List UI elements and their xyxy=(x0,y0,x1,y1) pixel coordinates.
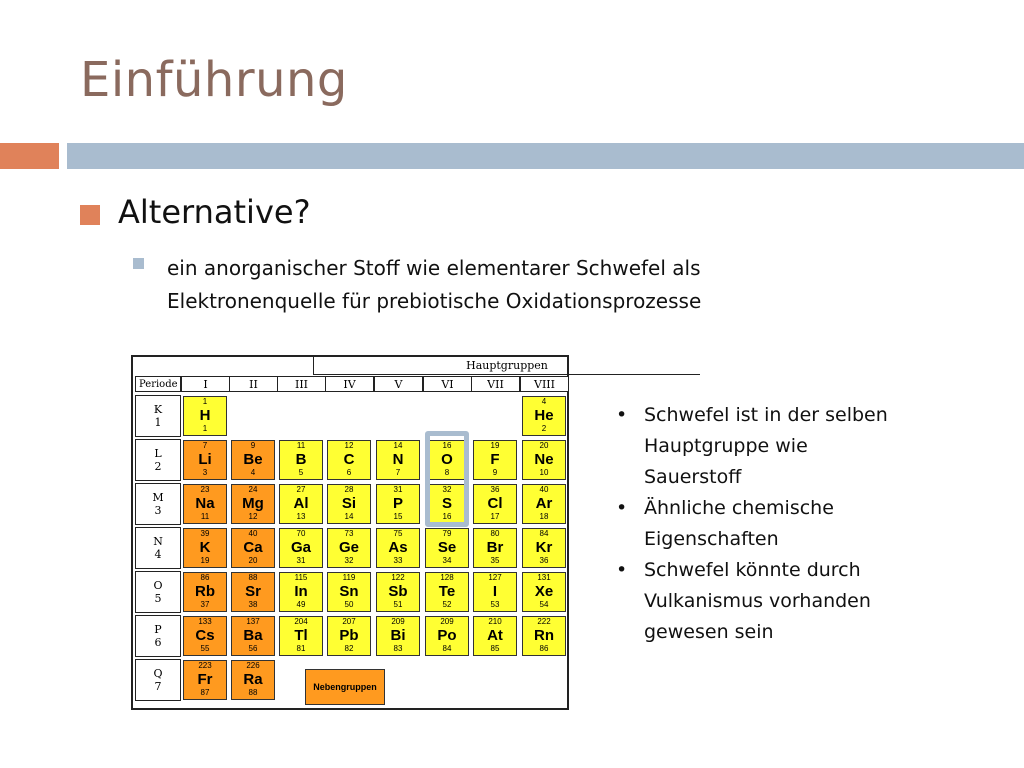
element-xe xyxy=(522,572,566,612)
element-symbol: K xyxy=(199,539,211,556)
atomic-mass: 122 xyxy=(391,573,405,582)
atomic-number: 37 xyxy=(200,600,210,609)
element-k xyxy=(183,528,227,568)
element-f xyxy=(473,440,517,480)
element-ar xyxy=(522,484,566,524)
element-symbol: Pb xyxy=(339,627,359,644)
period-number: 3 xyxy=(154,504,162,517)
element-symbol: Po xyxy=(437,627,457,644)
atomic-number: 15 xyxy=(393,512,403,521)
element-mg xyxy=(231,484,275,524)
element-fr xyxy=(183,660,227,700)
atomic-mass: 4 xyxy=(541,397,547,406)
atomic-number: 16 xyxy=(442,512,452,521)
accent-bar-blue xyxy=(67,143,1024,169)
heading-alternative: Alternative? xyxy=(118,193,311,231)
atomic-mass: 40 xyxy=(248,529,258,538)
bullet-line: Schwefel ist in der selben xyxy=(644,404,888,426)
element-symbol: B xyxy=(295,451,307,468)
element-symbol: Sb xyxy=(388,583,408,600)
group-header-7: VII xyxy=(471,376,520,392)
element-symbol: Sn xyxy=(339,583,359,600)
atomic-number: 20 xyxy=(248,556,258,565)
element-pb xyxy=(327,616,371,656)
group-vi-highlight xyxy=(425,431,469,527)
atomic-number: 36 xyxy=(539,556,549,565)
atomic-mass: 115 xyxy=(294,573,308,582)
atomic-mass: 11 xyxy=(296,441,306,450)
element-symbol: Ge xyxy=(338,539,359,556)
period-number: 1 xyxy=(154,416,162,429)
atomic-mass: 80 xyxy=(490,529,500,538)
element-symbol: As xyxy=(388,539,408,556)
element-symbol: Fr xyxy=(197,671,213,688)
atomic-mass: 86 xyxy=(200,573,210,582)
periodic-table xyxy=(131,355,569,710)
period-label-5 xyxy=(135,571,181,613)
atomic-mass: 137 xyxy=(246,617,260,626)
bullet-line: Sauerstoff xyxy=(644,466,742,488)
element-in xyxy=(279,572,323,612)
atomic-number: 4 xyxy=(250,468,256,477)
period-shell: Q xyxy=(153,667,163,680)
atomic-number: 2 xyxy=(541,424,547,433)
bullet-dot-icon: • xyxy=(616,497,628,519)
atomic-number: 88 xyxy=(248,688,258,697)
element-rn xyxy=(522,616,566,656)
group-header-8: VIII xyxy=(520,376,569,392)
atomic-mass: 14 xyxy=(393,441,403,450)
period-label-4 xyxy=(135,527,181,569)
element-he xyxy=(522,396,566,436)
sub-bullet-line-1: ein anorganischer Stoff wie elementarer Schwefel als xyxy=(167,256,701,280)
atomic-number: 12 xyxy=(248,512,258,521)
atomic-mass: 39 xyxy=(200,529,210,538)
sub-bullet-text xyxy=(167,252,701,318)
element-br xyxy=(473,528,517,568)
element-symbol: Rb xyxy=(195,583,215,600)
atomic-mass: 32 xyxy=(442,485,452,494)
element-na xyxy=(183,484,227,524)
element-sb xyxy=(376,572,420,612)
bullet-line: Vulkanismus vorhanden xyxy=(644,590,871,612)
element-symbol: Cs xyxy=(195,627,215,644)
nebengruppen-label: Nebengruppen xyxy=(305,669,385,705)
element-sr xyxy=(231,572,275,612)
group-header-3: III xyxy=(277,376,326,392)
atomic-mass: 28 xyxy=(344,485,354,494)
atomic-mass: 75 xyxy=(393,529,403,538)
element-c xyxy=(327,440,371,480)
element-symbol: Ga xyxy=(290,539,311,556)
atomic-number: 56 xyxy=(248,644,258,653)
element-li xyxy=(183,440,227,480)
bullet-item-2 xyxy=(610,493,920,555)
atomic-number: 1 xyxy=(202,424,208,433)
group-header-1: I xyxy=(181,376,230,392)
table-header-periode: Periode xyxy=(135,376,181,392)
element-i xyxy=(473,572,517,612)
element-as xyxy=(376,528,420,568)
atomic-mass: 7 xyxy=(202,441,208,450)
accent-bar-orange xyxy=(0,143,59,169)
atomic-mass: 209 xyxy=(440,617,454,626)
element-symbol: Cl xyxy=(487,495,503,512)
bullet-line: Eigenschaften xyxy=(644,528,779,550)
atomic-number: 17 xyxy=(490,512,500,521)
right-bullet-list xyxy=(610,400,920,648)
atomic-mass: 31 xyxy=(393,485,403,494)
atomic-number: 13 xyxy=(296,512,306,521)
element-symbol: P xyxy=(392,495,403,512)
period-shell: L xyxy=(154,447,162,460)
sub-bullet-line-2: Elektronenquelle für prebiotische Oxidationsprozesse xyxy=(167,289,702,313)
period-shell: O xyxy=(153,579,163,592)
atomic-number: 18 xyxy=(539,512,549,521)
element-symbol: At xyxy=(487,627,503,644)
atomic-mass: 210 xyxy=(488,617,502,626)
atomic-number: 9 xyxy=(492,468,498,477)
atomic-mass: 73 xyxy=(344,529,354,538)
atomic-number: 19 xyxy=(200,556,210,565)
atomic-number: 5 xyxy=(298,468,304,477)
atomic-mass: 23 xyxy=(200,485,210,494)
atomic-mass: 19 xyxy=(490,441,500,450)
element-ge xyxy=(327,528,371,568)
atomic-number: 86 xyxy=(539,644,549,653)
group-header-5: V xyxy=(374,376,423,392)
element-ba xyxy=(231,616,275,656)
atomic-mass: 88 xyxy=(248,573,258,582)
element-tl xyxy=(279,616,323,656)
table-header-hauptgruppen: Hauptgruppen xyxy=(313,357,700,375)
element-symbol: Ne xyxy=(534,451,554,468)
atomic-mass: 133 xyxy=(198,617,212,626)
element-te xyxy=(425,572,469,612)
atomic-number: 3 xyxy=(202,468,208,477)
atomic-mass: 204 xyxy=(294,617,308,626)
atomic-number: 32 xyxy=(344,556,354,565)
element-symbol: Al xyxy=(293,495,309,512)
element-rb xyxy=(183,572,227,612)
element-symbol: C xyxy=(343,451,355,468)
period-number: 7 xyxy=(154,680,162,693)
element-symbol: He xyxy=(534,407,554,424)
atomic-mass: 226 xyxy=(246,661,260,670)
period-label-1 xyxy=(135,395,181,437)
element-si xyxy=(327,484,371,524)
element-symbol: Bi xyxy=(390,627,406,644)
bullet-line: Hauptgruppe wie xyxy=(644,435,808,457)
period-number: 2 xyxy=(154,460,162,473)
bullet-line: Schwefel könnte durch xyxy=(644,559,861,581)
element-symbol: N xyxy=(392,451,404,468)
atomic-mass: 9 xyxy=(250,441,256,450)
period-label-7 xyxy=(135,659,181,701)
element-symbol: Xe xyxy=(534,583,554,600)
period-shell: N xyxy=(153,535,163,548)
atomic-mass: 70 xyxy=(296,529,306,538)
atomic-number: 34 xyxy=(442,556,452,565)
atomic-number: 49 xyxy=(296,600,306,609)
group-header-4: IV xyxy=(325,376,374,392)
atomic-number: 51 xyxy=(393,600,403,609)
atomic-mass: 222 xyxy=(537,617,551,626)
period-shell: P xyxy=(154,623,162,636)
atomic-mass: 27 xyxy=(296,485,306,494)
period-shell: K xyxy=(153,403,163,416)
group-header-2: II xyxy=(229,376,278,392)
element-symbol: Be xyxy=(243,451,263,468)
atomic-mass: 79 xyxy=(442,529,452,538)
bullet-item-3 xyxy=(610,555,920,648)
atomic-number: 35 xyxy=(490,556,500,565)
element-bi xyxy=(376,616,420,656)
element-symbol: Sr xyxy=(245,583,261,600)
period-number: 4 xyxy=(154,548,162,561)
atomic-number: 55 xyxy=(200,644,210,653)
atomic-mass: 209 xyxy=(391,617,405,626)
atomic-number: 82 xyxy=(344,644,354,653)
element-symbol: Ra xyxy=(243,671,263,688)
element-symbol: Kr xyxy=(535,539,553,556)
atomic-mass: 207 xyxy=(342,617,356,626)
atomic-number: 10 xyxy=(539,468,549,477)
element-p xyxy=(376,484,420,524)
bullet-line: gewesen sein xyxy=(644,621,774,643)
atomic-mass: 119 xyxy=(342,573,356,582)
atomic-mass: 40 xyxy=(539,485,549,494)
element-cs xyxy=(183,616,227,656)
atomic-mass: 36 xyxy=(490,485,500,494)
atomic-mass: 12 xyxy=(344,441,354,450)
bullet-dot-icon: • xyxy=(616,559,628,581)
element-h xyxy=(183,396,227,436)
atomic-mass: 131 xyxy=(537,573,551,582)
bullet-item-1 xyxy=(610,400,920,493)
element-sn xyxy=(327,572,371,612)
element-symbol: H xyxy=(199,407,211,424)
atomic-number: 87 xyxy=(200,688,210,697)
element-symbol: Li xyxy=(198,451,212,468)
element-ra xyxy=(231,660,275,700)
group-header-6: VI xyxy=(423,376,472,392)
period-number: 6 xyxy=(154,636,162,649)
element-kr xyxy=(522,528,566,568)
atomic-mass: 16 xyxy=(442,441,452,450)
period-label-3 xyxy=(135,483,181,525)
element-ca xyxy=(231,528,275,568)
atomic-number: 7 xyxy=(395,468,401,477)
element-symbol: I xyxy=(492,583,498,600)
element-b xyxy=(279,440,323,480)
atomic-number: 83 xyxy=(393,644,403,653)
atomic-mass: 24 xyxy=(248,485,258,494)
atomic-mass: 84 xyxy=(539,529,549,538)
element-ne xyxy=(522,440,566,480)
element-n xyxy=(376,440,420,480)
element-symbol: Ba xyxy=(243,627,263,644)
period-label-6 xyxy=(135,615,181,657)
period-shell: M xyxy=(152,491,164,504)
element-cl xyxy=(473,484,517,524)
element-ga xyxy=(279,528,323,568)
period-number: 5 xyxy=(154,592,162,605)
element-se xyxy=(425,528,469,568)
atomic-mass: 127 xyxy=(488,573,502,582)
element-be xyxy=(231,440,275,480)
element-symbol: Ca xyxy=(243,539,263,556)
element-symbol: Br xyxy=(486,539,504,556)
bullet-line: Ähnliche chemische xyxy=(644,497,834,519)
element-symbol: Tl xyxy=(294,627,308,644)
atomic-number: 6 xyxy=(346,468,352,477)
atomic-number: 81 xyxy=(296,644,306,653)
atomic-mass: 128 xyxy=(440,573,454,582)
element-symbol: Te xyxy=(438,583,456,600)
sub-bullet-square-icon xyxy=(133,258,144,269)
bullet-dot-icon: • xyxy=(616,404,628,426)
slide-title: Einführung xyxy=(80,52,348,108)
atomic-number: 31 xyxy=(296,556,306,565)
atomic-number: 53 xyxy=(490,600,500,609)
element-symbol: O xyxy=(441,451,453,468)
atomic-mass: 223 xyxy=(198,661,212,670)
element-po xyxy=(425,616,469,656)
atomic-number: 84 xyxy=(442,644,452,653)
element-symbol: S xyxy=(441,495,452,512)
atomic-number: 85 xyxy=(490,644,500,653)
element-symbol: Ar xyxy=(535,495,553,512)
element-symbol: Si xyxy=(341,495,357,512)
atomic-number: 33 xyxy=(393,556,403,565)
atomic-mass: 1 xyxy=(202,397,208,406)
element-symbol: Mg xyxy=(242,495,264,512)
atomic-number: 54 xyxy=(539,600,549,609)
element-at xyxy=(473,616,517,656)
atomic-number: 38 xyxy=(248,600,258,609)
atomic-number: 14 xyxy=(344,512,354,521)
element-symbol: Se xyxy=(437,539,457,556)
element-symbol: In xyxy=(294,583,308,600)
element-al xyxy=(279,484,323,524)
atomic-number: 11 xyxy=(200,512,210,521)
atomic-number: 8 xyxy=(444,468,450,477)
atomic-number: 50 xyxy=(344,600,354,609)
element-symbol: Na xyxy=(195,495,215,512)
atomic-number: 52 xyxy=(442,600,452,609)
atomic-mass: 20 xyxy=(539,441,549,450)
bullet-square-icon xyxy=(80,205,100,225)
element-symbol: F xyxy=(490,451,500,468)
period-label-2 xyxy=(135,439,181,481)
element-symbol: Rn xyxy=(534,627,554,644)
